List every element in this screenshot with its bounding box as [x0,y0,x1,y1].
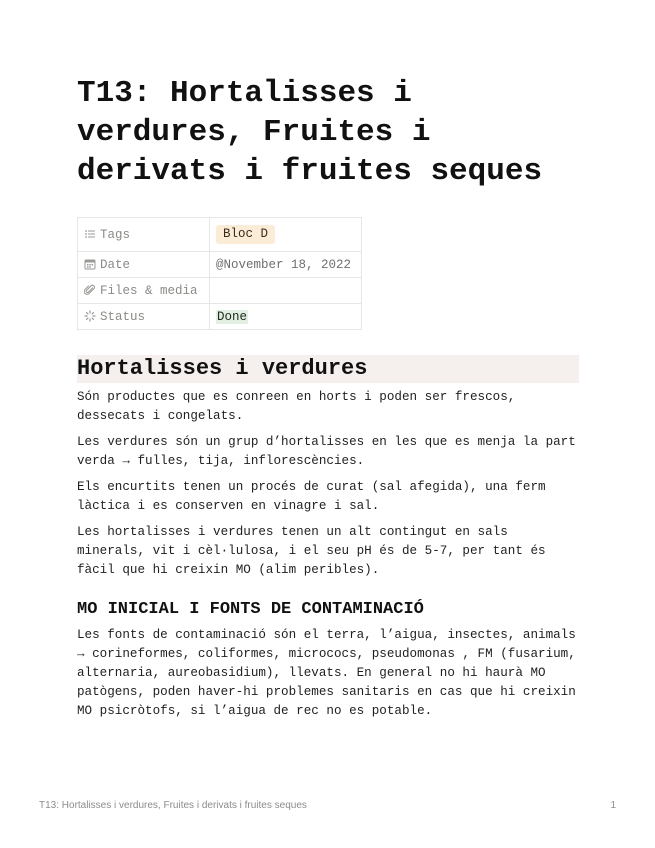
property-key-tags [78,218,210,252]
calendar-icon [84,258,96,270]
files-label: Files & media [100,283,198,298]
subsection-heading: MO INICIAL I FONTS DE CONTAMINACIÓ [77,600,424,619]
tag-badge[interactable]: Bloc D [216,225,275,244]
tags-label: Tags [100,227,131,242]
property-key-date [78,252,210,278]
property-row-files [78,278,362,304]
page-content [77,74,579,721]
property-value-tags [210,218,362,252]
property-value-files[interactable] [210,278,362,304]
status-label: Status [100,309,146,324]
paragraph-4: Les hortalisses i verdures tenen un alt contingut en sals minerals, vit i cèl·lulosa, i el seu pH és de 5-7, per tant és fàcil que hi creixin MO (alim peribles). [77,525,546,577]
property-row-tags [78,218,362,252]
page-title: T13: Hortalisses i verdures, Fruites i derivats i fruites seques [77,76,543,189]
status-spinner-icon [84,310,96,322]
paragraph-3: Els encurtits tenen un procés de curat (sal afegida), una ferm làctica i es conserven en vinagre i sal. [77,480,546,513]
paragraph-2: Les verdures són un grup d’hortalisses en les que es menja la part verda → fulles, tija, inflorescències. [77,435,576,468]
list-icon [84,228,96,240]
properties-table [77,217,362,330]
footer-title: T13: Hortalisses i verdures, Fruites i derivats i fruites seques [39,800,307,811]
property-value-status [210,304,362,330]
status-badge[interactable]: Done [217,309,248,324]
subsection-paragraph: Les fonts de contaminació són el terra, l’aigua, insectes, animals → corineformes, coliformes, micrococs, pseudomonas , FM (fusarium, alternaria, aureobasidium), llevats. En general no hi haurà MO patògens, poden haver-hi problemes sanitaris en cas que hi creixin MO psicròtofs, si l’aigua de rec no es potable. [77,628,576,718]
property-key-files [78,278,210,304]
paperclip-icon [84,284,96,296]
property-row-status [78,304,362,330]
property-key-status [78,304,210,330]
property-value-date[interactable]: @November 18, 2022 [210,252,362,278]
section-heading: Hortalisses i verdures [77,355,579,383]
paragraph-1: Són productes que es conreen en horts i poden ser frescos, dessecats i congelats. [77,390,516,423]
date-label: Date [100,257,131,272]
footer-page-number: 1 [610,800,616,811]
property-row-date [78,252,362,278]
